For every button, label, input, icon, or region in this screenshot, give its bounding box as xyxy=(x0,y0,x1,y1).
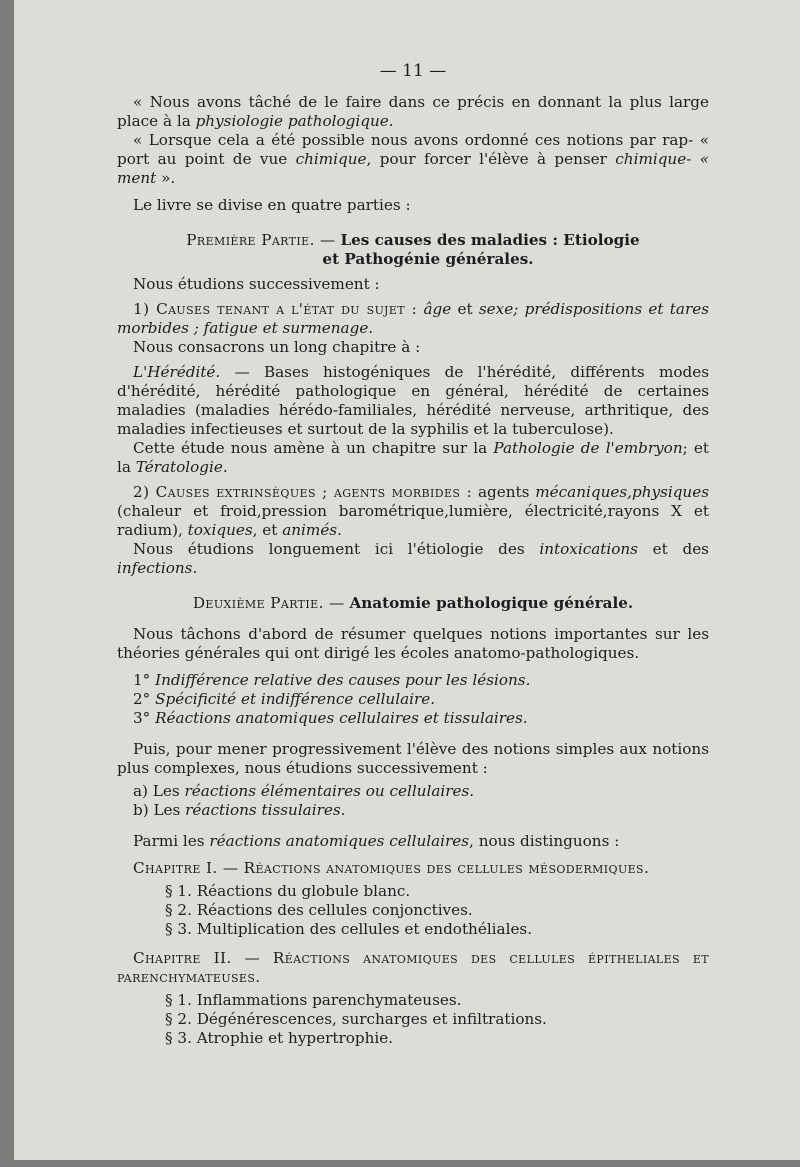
text: a) Les xyxy=(133,782,185,800)
italic-text: infections xyxy=(117,559,193,577)
part-title: Anatomie pathologique générale. xyxy=(349,594,634,612)
part1-heading xyxy=(117,231,709,250)
italic-text: animés xyxy=(282,521,338,539)
text: b) Les xyxy=(133,801,186,819)
text: , pour forcer l'élève à penser xyxy=(366,150,616,168)
cause-1 xyxy=(117,300,709,338)
list-item xyxy=(117,709,709,728)
text: et xyxy=(451,300,479,318)
italic-text: réactions anatomiques cellulaires xyxy=(209,832,470,850)
text: , nous distinguons : xyxy=(469,832,620,850)
italic-text: Tératologie xyxy=(135,458,223,476)
list-item xyxy=(117,690,709,709)
text: et des xyxy=(637,540,709,558)
italic-text: chimique xyxy=(295,150,367,168)
italic-text: réactions élémentaires ou cellulaires xyxy=(184,782,470,800)
item-number: 3° xyxy=(133,709,151,727)
text: « Nous avons tâché de le faire dans ce précis en donnant la plus large place à la xyxy=(117,93,709,130)
text: , et xyxy=(252,521,283,539)
book-page xyxy=(14,0,800,1160)
part1-lead: Nous étudions successivement : xyxy=(133,275,380,293)
long-chapter: Nous consacrons un long chapitre à : xyxy=(133,338,421,356)
cause-label: 1) Causes tenant a l'état du sujet : xyxy=(133,300,418,318)
embryo-paragraph xyxy=(117,439,709,477)
italic-text: âge xyxy=(423,300,452,318)
text: ; et la xyxy=(117,439,710,476)
part-label: Deuxième Partie. — xyxy=(192,594,345,612)
italic-text: mécaniques,physiques xyxy=(535,483,709,501)
italic-text: intoxications xyxy=(539,540,638,558)
cause-2 xyxy=(117,483,709,540)
parmi-paragraph xyxy=(117,832,709,851)
italic-text: Pathologie de l'embryon xyxy=(493,439,683,457)
text: Parmi les xyxy=(133,832,210,850)
intro-quote-1 xyxy=(117,93,709,131)
text: — Bases histogéniques de l'hérédité, différents modes d'hérédité, hérédité pathologique en général, hérédité de certaines maladies (maladies hérédo-familiales, hérédité nerveuse, arthritique, des maladies infectieuses et surtout de la syphilis et la tuberculose). xyxy=(117,363,709,438)
item-text: Indifférence relative des causes pour les lésions. xyxy=(155,671,531,689)
italic-text: toxiques xyxy=(187,521,253,539)
chapter-1-list xyxy=(117,882,709,939)
part-label: Première Partie. — xyxy=(186,231,336,249)
section-item: § 2. Réactions des cellules conjonctives. xyxy=(165,901,473,919)
cause-label: 2) Causes extrinsèques ; agents morbides : xyxy=(133,483,473,501)
italic-text: physiologie pathologique xyxy=(195,112,389,130)
intro-quote-2 xyxy=(117,131,709,188)
sublist-b: b) Les réactions tissulaires. xyxy=(133,801,346,819)
text: . xyxy=(388,112,394,130)
part1-heading-2: et Pathogénie générales. xyxy=(322,250,534,268)
part2-intro: Nous tâchons d'abord de résumer quelques notions importantes sur les théories générales qui ont dirigé les écoles anatomo-pathologiques. xyxy=(117,625,709,662)
text: (chaleur et froid,pression barométrique,lumière, électricité,rayons X et radium), xyxy=(117,502,709,539)
text: « Lorsque cela a été possible nous avons ordonné ces notions par rap- « port au point de vue xyxy=(117,131,709,168)
numbered-list xyxy=(117,671,709,728)
text: ». xyxy=(156,169,176,187)
text: Nous étudions longuement ici l'étiologie des xyxy=(133,540,540,558)
item-number: 2° xyxy=(133,690,151,708)
text: Cette étude nous amène à un chapitre sur la xyxy=(133,439,494,457)
item-number: 1° xyxy=(133,671,151,689)
text: . xyxy=(192,559,198,577)
section-item: § 3. Multiplication des cellules et endothéliales. xyxy=(165,920,533,938)
part2-heading xyxy=(117,594,709,613)
italic-text: L'Hérédité. xyxy=(133,363,221,381)
page-content xyxy=(117,62,709,1048)
sublist-a: a) Les réactions élémentaires ou cellulaires. xyxy=(133,782,475,800)
page-number: — 11 — xyxy=(379,61,447,81)
progress-paragraph: Puis, pour mener progressivement l'élève des notions simples aux notions plus complexes, nous étudions successivement : xyxy=(117,740,709,777)
division-line: Le livre se divise en quatre parties : xyxy=(133,196,411,214)
heredity-paragraph xyxy=(117,363,709,439)
section-item: § 1. Inflammations parenchymateuses. xyxy=(165,991,462,1009)
section-item: § 3. Atrophie et hypertrophie. xyxy=(165,1029,394,1047)
italic-text: sexe; prédispositions et tares morbides ; fatigue et surmenage. xyxy=(117,300,709,337)
section-item: § 2. Dégénérescences, surcharges et infiltrations. xyxy=(165,1010,547,1028)
italic-text: chimique- « ment xyxy=(117,150,709,187)
item-text: Réactions anatomiques cellulaires et tissulaires. xyxy=(155,709,528,727)
chapter-2-list xyxy=(117,991,709,1048)
study-paragraph xyxy=(117,540,709,578)
text: . xyxy=(337,521,342,539)
item-text: Spécificité et indifférence cellulaire. xyxy=(155,690,436,708)
italic-text: réactions tissulaires xyxy=(185,801,341,819)
list-item xyxy=(117,671,709,690)
text: . xyxy=(222,458,228,476)
text: agents xyxy=(472,483,536,501)
chapter-1-title: Chapitre I. — Réactions anatomiques des cellules mésodermiques. xyxy=(133,859,650,877)
chapter-2-title: Chapitre II. — Réactions anatomiques des cellules épitheliales et parenchymateuses. xyxy=(117,949,709,986)
part-title: Les causes des maladies : Etiologie xyxy=(340,231,640,249)
section-item: § 1. Réactions du globule blanc. xyxy=(165,882,411,900)
